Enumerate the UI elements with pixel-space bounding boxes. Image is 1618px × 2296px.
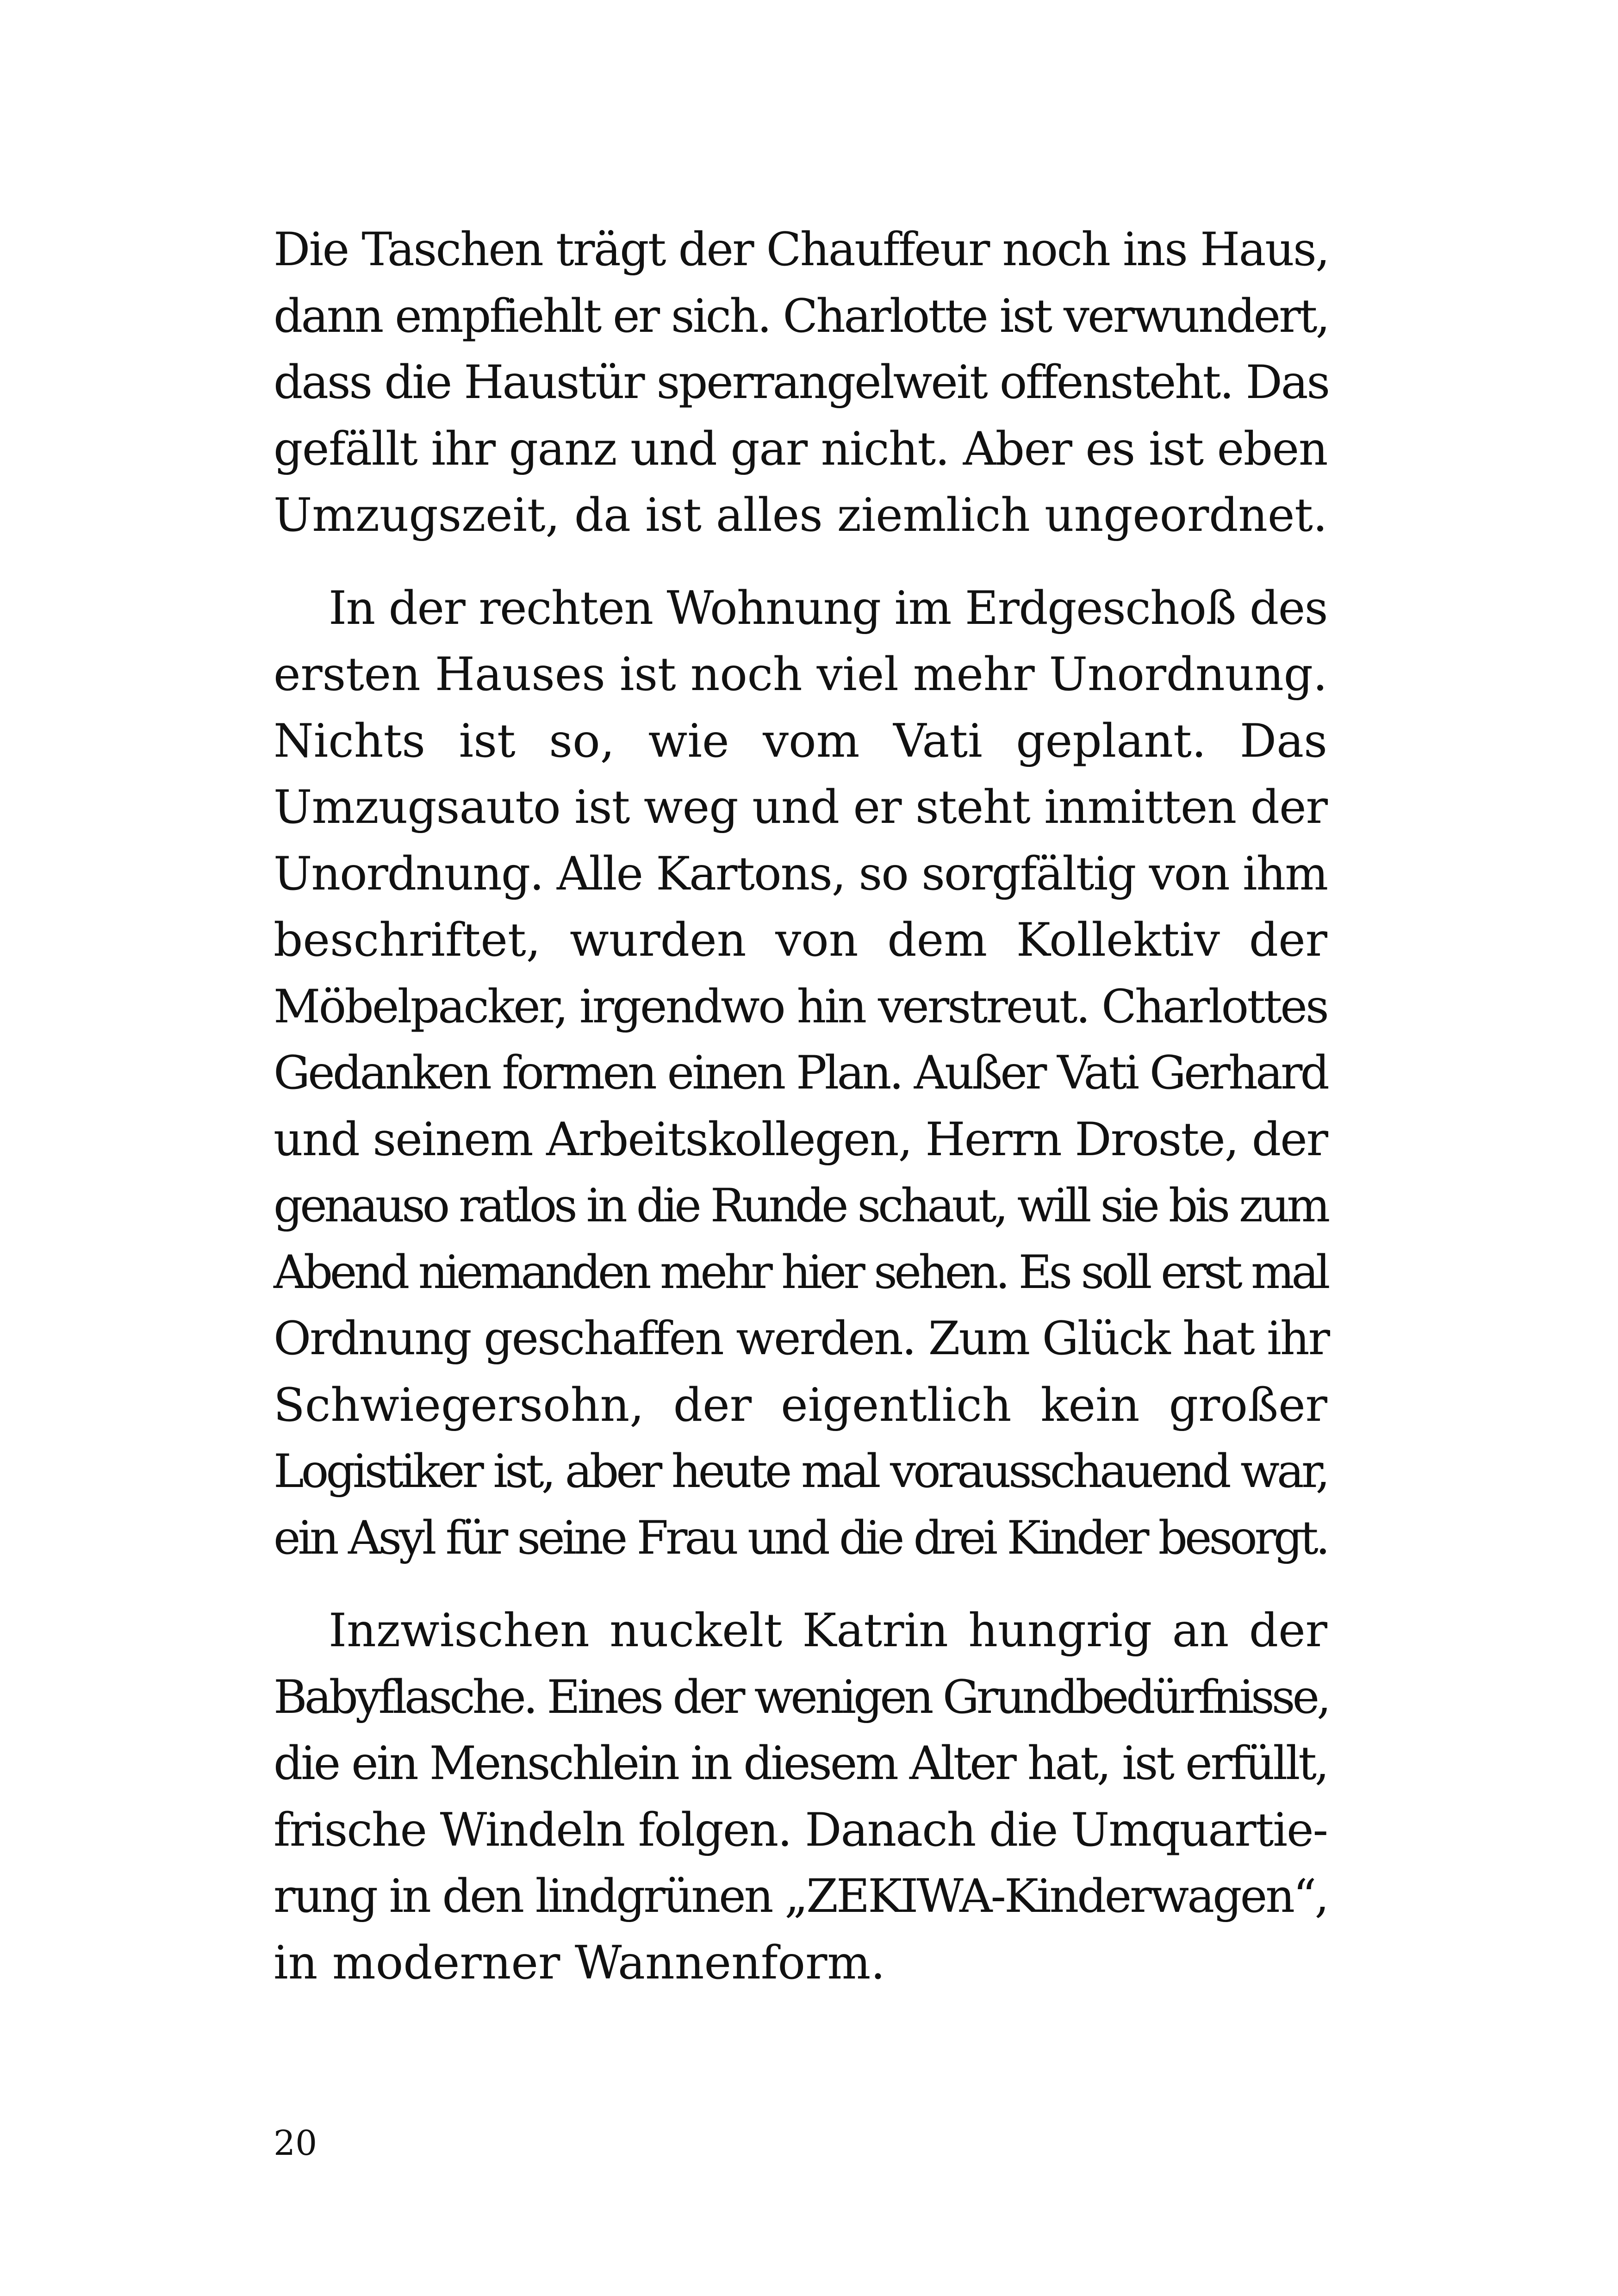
- text-line: Babyflasche. Eines der wenigen Grundbedürfnisse,: [274, 1670, 1329, 1724]
- body-text: [274, 217, 1327, 1996]
- text-line: Nichts ist so, wie vom Vati geplant. Das: [274, 714, 1327, 768]
- page-number: 20: [274, 2123, 317, 2163]
- text-line: und seinem Arbeitskollegen, Herrn Droste, der: [274, 1113, 1327, 1166]
- text-line: rung in den lindgrünen „ZEKIWA-Kinderwagen“,: [274, 1870, 1327, 1923]
- text-line: dann empfiehlt er sich. Charlotte ist verwundert,: [274, 289, 1329, 343]
- paragraph-2: [274, 575, 1327, 1572]
- text-line: Abend niemanden mehr hier sehen. Es soll erst mal: [274, 1245, 1327, 1299]
- text-line: Gedanken formen einen Plan. Außer Vati Gerhard: [274, 1046, 1327, 1100]
- text-line: in moderner Wannenform.: [274, 1936, 885, 1990]
- text-line: beschriftet, wurden von dem Kollektiv der: [274, 914, 1327, 967]
- text-line: Schwiegersohn, der eigentlich kein großer: [274, 1378, 1327, 1432]
- paragraph-1: [274, 217, 1327, 549]
- text-line: In der rechten Wohnung im Erdgeschoß des: [329, 581, 1327, 635]
- paragraph-3: [274, 1598, 1327, 1996]
- text-line: Umzugsauto ist weg und er steht inmitten der: [274, 781, 1327, 834]
- text-line: gefällt ihr ganz und gar nicht. Aber es ist eben: [274, 422, 1327, 476]
- text-line: Logistiker ist, aber heute mal vorausschauend war,: [274, 1445, 1327, 1498]
- text-line: Die Taschen trägt der Chauffeur noch ins Haus,: [274, 223, 1329, 276]
- text-line: die ein Menschlein in diesem Alter hat, ist erfüllt,: [274, 1737, 1327, 1790]
- text-line: frische Windeln folgen. Danach die Umquartie-: [274, 1803, 1327, 1857]
- text-line: Unordnung. Alle Kartons, so sorgfältig von ihm: [274, 847, 1327, 901]
- text-line: Inzwischen nuckelt Katrin hungrig an der: [329, 1604, 1327, 1657]
- text-line: dass die Haustür sperrangelweit offensteht. Das: [274, 356, 1329, 409]
- text-line: Ordnung geschaffen werden. Zum Glück hat ihr: [274, 1312, 1329, 1365]
- text-line: Umzugszeit, da ist alles ziemlich ungeordnet.: [274, 489, 1327, 542]
- text-line: Möbelpacker, irgendwo hin verstreut. Charlottes: [274, 980, 1327, 1033]
- text-line: ein Asyl für seine Frau und die drei Kinder besorgt.: [274, 1511, 1327, 1565]
- text-line: ersten Hauses ist noch viel mehr Unordnung.: [274, 648, 1327, 701]
- text-line: genauso ratlos in die Runde schaut, will sie bis zum: [274, 1179, 1327, 1232]
